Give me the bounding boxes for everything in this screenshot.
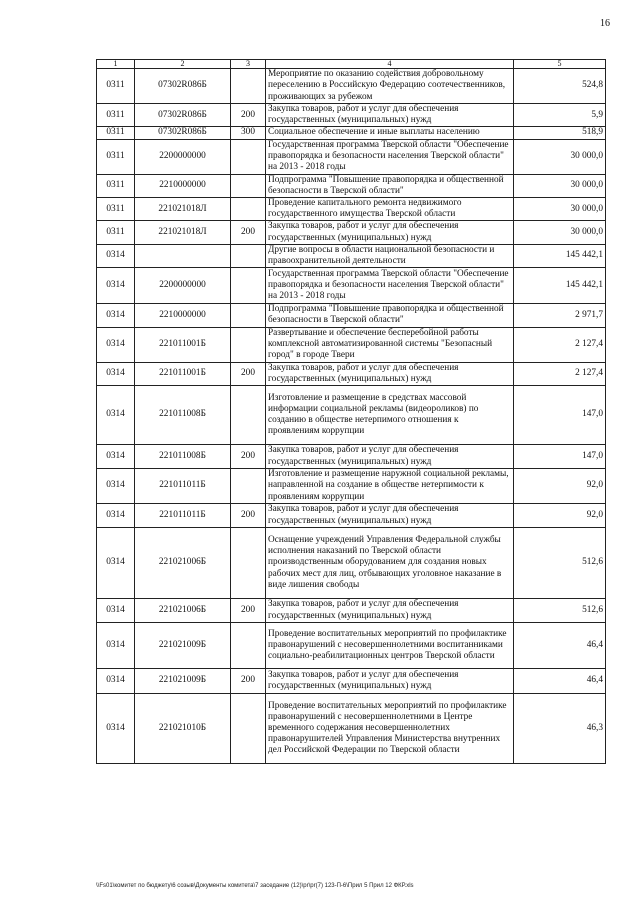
- table-row: [97, 504, 606, 528]
- header-cell: 4: [266, 60, 514, 69]
- expense-type-cell: 200: [231, 669, 266, 694]
- rzpr-cell: 0314: [97, 669, 135, 694]
- rzpr-cell: 0314: [97, 469, 135, 504]
- expense-type-cell: [231, 244, 266, 267]
- table-row: [97, 386, 606, 445]
- target-article-cell: 221021006Б: [135, 528, 231, 599]
- amount-cell: 512,6: [514, 528, 606, 599]
- rzpr-cell: 0314: [97, 623, 135, 669]
- item-name-cell: Подпрограмма "Повышение правопорядка и общественной безопасности в Тверской области": [266, 174, 514, 197]
- rzpr-cell: 0314: [97, 528, 135, 599]
- amount-cell: 5,9: [514, 104, 606, 127]
- target-article-cell: 221021009Б: [135, 623, 231, 669]
- amount-cell: 46,3: [514, 694, 606, 764]
- expense-type-cell: [231, 304, 266, 327]
- header-cell: 5: [514, 60, 606, 69]
- item-name-cell: Государственная программа Тверской области "Обеспечение правопорядка и безопасности населения Тверской области" на 2013 - 2018 годы: [266, 139, 514, 174]
- item-name-cell: Подпрограмма "Повышение правопорядка и общественной безопасности в Тверской области": [266, 304, 514, 327]
- expense-type-cell: [231, 386, 266, 445]
- rzpr-cell: 0311: [97, 198, 135, 221]
- expense-type-cell: [231, 469, 266, 504]
- target-article-cell: 221021018Л: [135, 198, 231, 221]
- item-name-cell: Закупка товаров, работ и услуг для обеспечения государственных (муниципальных) нужд: [266, 221, 514, 244]
- target-article-cell: 221021018Л: [135, 221, 231, 244]
- amount-cell: 512,6: [514, 599, 606, 623]
- table-row: [97, 174, 606, 197]
- expense-type-cell: [231, 623, 266, 669]
- expense-type-cell: 200: [231, 362, 266, 385]
- amount-cell: 92,0: [514, 504, 606, 528]
- rzpr-cell: 0314: [97, 304, 135, 327]
- rzpr-cell: 0311: [97, 139, 135, 174]
- amount-cell: 30 000,0: [514, 221, 606, 244]
- page-number: 16: [600, 18, 610, 29]
- table-row: [97, 528, 606, 599]
- item-name-cell: Закупка товаров, работ и услуг для обеспечения государственных (муниципальных) нужд: [266, 104, 514, 127]
- rzpr-cell: 0314: [97, 244, 135, 267]
- table-row: [97, 221, 606, 244]
- header-cell: 2: [135, 60, 231, 69]
- item-name-cell: Изготовление и размещение наружной социальной рекламы, направленной на создание в обществе нетерпимости к проявлениям коррупции: [266, 469, 514, 504]
- item-name-cell: Закупка товаров, работ и услуг для обеспечения государственных (муниципальных) нужд: [266, 669, 514, 694]
- expense-type-cell: [231, 69, 266, 104]
- rzpr-cell: 0311: [97, 174, 135, 197]
- expense-type-cell: [231, 694, 266, 764]
- table-row: [97, 139, 606, 174]
- rzpr-cell: 0314: [97, 386, 135, 445]
- rzpr-cell: 0314: [97, 362, 135, 385]
- header-cell: 1: [97, 60, 135, 69]
- table-row: [97, 694, 606, 764]
- expense-type-cell: [231, 198, 266, 221]
- target-article-cell: 2200000000: [135, 139, 231, 174]
- rzpr-cell: 0311: [97, 127, 135, 139]
- item-name-cell: Государственная программа Тверской области "Обеспечение правопорядка и безопасности населения Тверской области" на 2013 - 2018 годы: [266, 268, 514, 304]
- amount-cell: 2 127,4: [514, 362, 606, 385]
- amount-cell: 30 000,0: [514, 198, 606, 221]
- rzpr-cell: 0314: [97, 445, 135, 469]
- target-article-cell: 221011008Б: [135, 386, 231, 445]
- target-article-cell: 221021010Б: [135, 694, 231, 764]
- rzpr-cell: 0314: [97, 504, 135, 528]
- target-article-cell: 221021006Б: [135, 599, 231, 623]
- item-name-cell: Закупка товаров, работ и услуг для обеспечения государственных (муниципальных) нужд: [266, 599, 514, 623]
- table-row: [97, 445, 606, 469]
- expense-type-cell: 200: [231, 445, 266, 469]
- table-row: [97, 623, 606, 669]
- rzpr-cell: 0314: [97, 268, 135, 304]
- table-row: [97, 69, 606, 104]
- target-article-cell: 07302R086Б: [135, 69, 231, 104]
- target-article-cell: 2200000000: [135, 268, 231, 304]
- expense-type-cell: [231, 139, 266, 174]
- item-name-cell: Развертывание и обеспечение бесперебойной работы комплексной автоматизированной системы "Безопасный город" в городе Твери: [266, 327, 514, 362]
- target-article-cell: 07302R086Б: [135, 127, 231, 139]
- expense-type-cell: 300: [231, 127, 266, 139]
- amount-cell: 92,0: [514, 469, 606, 504]
- target-article-cell: 221011011Б: [135, 469, 231, 504]
- item-name-cell: Социальное обеспечение и иные выплаты населению: [266, 127, 514, 139]
- amount-cell: 524,8: [514, 69, 606, 104]
- rzpr-cell: 0314: [97, 599, 135, 623]
- amount-cell: 46,4: [514, 669, 606, 694]
- target-article-cell: 221011001Б: [135, 362, 231, 385]
- target-article-cell: 07302R086Б: [135, 104, 231, 127]
- expense-type-cell: 200: [231, 104, 266, 127]
- footer-file-path: \\Fs01\комитет по бюджету\6 созыв\Документы комитета\7 заседание (12)\pr\pr(7) 123-П-6\Прил 5 Прил 12 ФКР.xls: [96, 883, 414, 889]
- table-header-row: [97, 60, 606, 69]
- item-name-cell: Проведение воспитательных мероприятий по профилактике правонарушений с несовершеннолетними в Центре временного содержания несовершеннолетних правонарушителей Управления Министерства внутренних дел Российской Федерации по Тверской области: [266, 694, 514, 764]
- expense-type-cell: [231, 268, 266, 304]
- rzpr-cell: 0311: [97, 221, 135, 244]
- amount-cell: 518,9: [514, 127, 606, 139]
- amount-cell: 147,0: [514, 386, 606, 445]
- item-name-cell: Закупка товаров, работ и услуг для обеспечения государственных (муниципальных) нужд: [266, 504, 514, 528]
- table-row: [97, 304, 606, 327]
- rzpr-cell: 0314: [97, 694, 135, 764]
- amount-cell: 145 442,1: [514, 268, 606, 304]
- expense-type-cell: 200: [231, 221, 266, 244]
- table-row: [97, 244, 606, 267]
- target-article-cell: 2210000000: [135, 304, 231, 327]
- target-article-cell: 2210000000: [135, 174, 231, 197]
- item-name-cell: Другие вопросы в области национальной безопасности и правоохранительной деятельности: [266, 244, 514, 267]
- item-name-cell: Мероприятие по оказанию содействия добровольному переселению в Российскую Федерацию соотечественников, проживающих за рубежом: [266, 69, 514, 104]
- budget-table: [96, 59, 606, 764]
- item-name-cell: Закупка товаров, работ и услуг для обеспечения государственных (муниципальных) нужд: [266, 362, 514, 385]
- expense-type-cell: 200: [231, 599, 266, 623]
- table-row: [97, 599, 606, 623]
- table-row: [97, 268, 606, 304]
- table-row: [97, 198, 606, 221]
- amount-cell: 30 000,0: [514, 174, 606, 197]
- target-article-cell: 221011001Б: [135, 327, 231, 362]
- item-name-cell: Закупка товаров, работ и услуг для обеспечения государственных (муниципальных) нужд: [266, 445, 514, 469]
- expense-type-cell: [231, 327, 266, 362]
- table-row: [97, 669, 606, 694]
- amount-cell: 46,4: [514, 623, 606, 669]
- table-row: [97, 469, 606, 504]
- table-row: [97, 327, 606, 362]
- amount-cell: 145 442,1: [514, 244, 606, 267]
- expense-type-cell: [231, 528, 266, 599]
- expense-type-cell: 200: [231, 504, 266, 528]
- target-article-cell: 221021009Б: [135, 669, 231, 694]
- rzpr-cell: 0314: [97, 327, 135, 362]
- item-name-cell: Проведение капитального ремонта недвижимого государственного имущества Тверской области: [266, 198, 514, 221]
- expense-type-cell: [231, 174, 266, 197]
- header-cell: 3: [231, 60, 266, 69]
- amount-cell: 30 000,0: [514, 139, 606, 174]
- amount-cell: 2 127,4: [514, 327, 606, 362]
- target-article-cell: [135, 244, 231, 267]
- target-article-cell: 221011011Б: [135, 504, 231, 528]
- rzpr-cell: 0311: [97, 104, 135, 127]
- table-row: [97, 127, 606, 139]
- table-row: [97, 362, 606, 385]
- amount-cell: 2 971,7: [514, 304, 606, 327]
- item-name-cell: Изготовление и размещение в средствах массовой информации социальной рекламы (видеороликов) по созданию в обществе нетерпимого отношения к проявлениям коррупции: [266, 386, 514, 445]
- item-name-cell: Оснащение учреждений Управления Федеральной службы исполнения наказаний по Тверской области производственным оборудованием для создания новых рабочих мест для лиц, отбывающих уголовное наказание в виде лишения свободы: [266, 528, 514, 599]
- amount-cell: 147,0: [514, 445, 606, 469]
- table-row: [97, 104, 606, 127]
- target-article-cell: 221011008Б: [135, 445, 231, 469]
- rzpr-cell: 0311: [97, 69, 135, 104]
- item-name-cell: Проведение воспитательных мероприятий по профилактике правонарушений с несовершеннолетними воспитанниками социально-реабилитационных центров Тверской области: [266, 623, 514, 669]
